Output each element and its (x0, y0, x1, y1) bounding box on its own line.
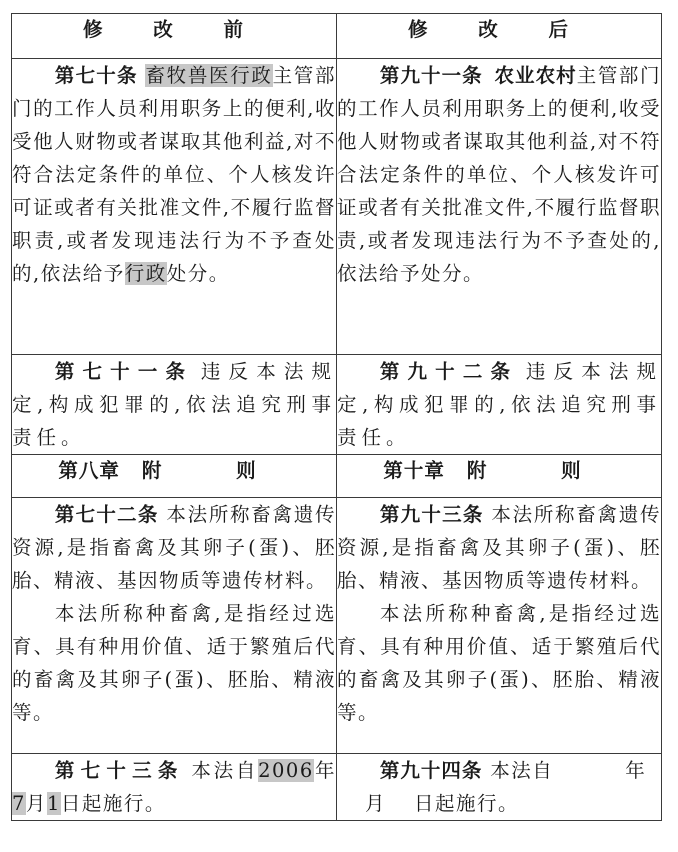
article-paragraph: 本法所称种畜禽,是指经过选育、具有种用价值、适于繁殖后代的畜禽及其卵子(蛋)、胚胎、精液等。 (337, 602, 661, 724)
article-71-cell (12, 355, 337, 455)
highlighted-day: 1 (46, 792, 61, 815)
table-row (12, 498, 662, 754)
article-70-cell (12, 59, 337, 355)
chapter-number: 第十章 (383, 459, 445, 482)
table-row (12, 59, 662, 355)
highlighted-text: 畜牧兽医行政 (145, 64, 273, 87)
article-94-cell (337, 754, 662, 821)
article-number: 第七十条 (54, 64, 138, 87)
article-text: 本法所称畜禽遗传资源,是指畜禽及其卵子(蛋)、胚胎、精液、基因物质等遗传材料。 (12, 503, 336, 592)
article-text: 本法所称畜禽遗传资源,是指畜禽及其卵子(蛋)、胚胎、精液、基因物质等遗传材料。 (337, 503, 661, 592)
article-text: 本法自 (191, 759, 259, 782)
article-paragraph: 本法所称种畜禽,是指经过选育、具有种用价值、适于繁殖后代的畜禽及其卵子(蛋)、胚胎、精液等。 (12, 602, 336, 724)
article-number: 第七十一条 (54, 360, 194, 383)
article-number: 第七十三条 (54, 759, 184, 782)
article-text: 年 (625, 759, 647, 782)
table-row (12, 355, 662, 455)
article-92-cell (337, 355, 662, 455)
comparison-table (11, 13, 662, 821)
chapter-heading-before (12, 455, 337, 498)
article-text: 日起施行。 (60, 792, 166, 815)
highlighted-year: 2006 (258, 759, 314, 782)
chapter-title: 附 则 (466, 459, 615, 482)
article-text: 违反本法规定,构成犯罪的,依法追究刑事责任。 (12, 360, 336, 449)
bold-amended-text: 农业农村 (494, 64, 577, 87)
table-header-row (12, 14, 662, 59)
table-row (12, 754, 662, 821)
article-text: 本法自 (490, 759, 554, 782)
article-text: 月 (365, 792, 387, 815)
article-number: 第九十三条 (379, 503, 484, 526)
article-number: 第九十四条 (379, 759, 483, 782)
chapter-number: 第八章 (58, 459, 120, 482)
article-73-cell (12, 754, 337, 821)
article-text: 月 (25, 792, 47, 815)
article-91-cell (337, 59, 662, 355)
article-93-cell (337, 498, 662, 754)
header-after: 修 改 后 (337, 14, 662, 59)
highlighted-text: 行政 (124, 262, 167, 285)
article-text: 年 (313, 759, 336, 782)
article-text: 处分。 (166, 262, 230, 285)
header-before: 修 改 前 (12, 14, 337, 59)
article-text: 日起施行。 (414, 792, 520, 815)
article-number: 第七十二条 (54, 503, 159, 526)
article-text: 违反本法规定,构成犯罪的,依法追究刑事责任。 (337, 360, 661, 449)
article-text: 主管部门的工作人员利用职务上的便利,收受他人财物或者谋取其他利益,对不符合法定条件的单位、个人核发许可证或者有关批准文件,不履行监督职责,或者发现违法行为不予查处的,依法给予处分。 (337, 64, 661, 285)
chapter-row (12, 455, 662, 498)
article-number: 第九十一条 (379, 64, 483, 87)
highlighted-month: 7 (12, 792, 26, 815)
chapter-title: 附 则 (141, 459, 290, 482)
article-number: 第九十二条 (379, 360, 519, 383)
article-text: 主管部门的工作人员利用职务上的便利,收受他人财物或者谋取其他利益,对不符合法定条件的单位、个人核发许可证或者有关批准文件,不履行监督职责,或者发现违法行为不予查处的,依法给予 (12, 64, 336, 285)
chapter-heading-after (337, 455, 662, 498)
article-72-cell (12, 498, 337, 754)
